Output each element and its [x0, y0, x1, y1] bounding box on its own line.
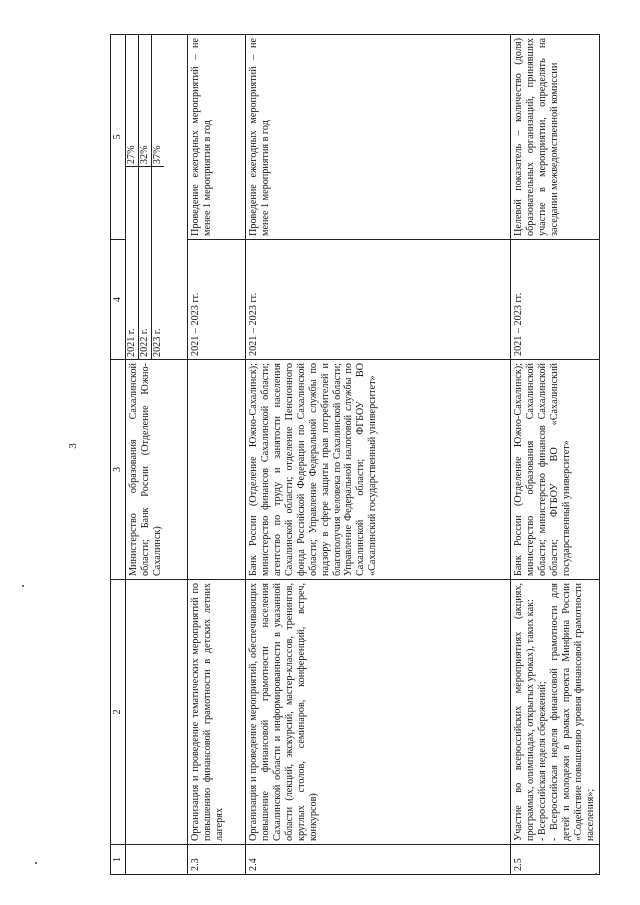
header-col-1: 1 [111, 845, 126, 875]
row-description: Организация и проведение тематических мероприятий по повышению финансовой грамотности в детских летних лагерях [187, 580, 245, 845]
value-cell: 32% [138, 35, 151, 167]
row-number: 2.3 [187, 845, 245, 875]
year-cell: 2023 г. [151, 167, 164, 359]
value-cell: 27% [126, 35, 139, 167]
table-row [125, 35, 187, 875]
row-number: 2.4 [245, 845, 510, 875]
row-number [125, 845, 187, 875]
scan-speck [595, 873, 597, 875]
scan-speck [35, 862, 37, 864]
year-values-table [126, 35, 164, 359]
value-cell: 37% [151, 145, 163, 165]
row-description [510, 580, 599, 845]
measures-table [110, 34, 600, 875]
row-period: 2021 – 2023 гг. [510, 240, 599, 360]
table-row [187, 35, 245, 875]
table-row [510, 35, 599, 875]
header-col-5: 5 [111, 35, 126, 240]
row-executors: Министерство образования Сахалинской области; Банк России (Отделение Южно-Сахалинск) [125, 360, 187, 580]
row-description [125, 580, 187, 845]
row-period: 2021 – 2023 гг. [245, 240, 510, 360]
row-description: Организация и проведение мероприятий, обеспечивающих повышение финансовой грамотности населения Сахалинской области и информированности в указанной области (лекций, экскурсий, мастер-классов, тренингов, круглых столов, семинаров, конференций, встреч, конкурсов) [245, 580, 510, 845]
header-col-2: 2 [111, 580, 126, 845]
scan-speck [22, 585, 24, 587]
row-executors: Банк России (Отделение Южно-Сахалинск); министерство образования Сахалинской области; министерство финансов Сахалинской области; ФГБОУ ВО «Сахалинский государственный университет» [510, 360, 599, 580]
table-row [245, 35, 510, 875]
row-number: 2.5 [510, 845, 599, 875]
header-col-4: 4 [111, 240, 126, 360]
row-indicator: Целевой показатель – количество (доля) образовательных организаций, принявших участие в мероприятии, определять на заседании межведомственной комиссии [510, 35, 599, 240]
row-indicator: Проведение ежегодных мероприятий – не менее 1 мероприятия в год [245, 35, 510, 240]
row-description-item: - Всероссийская неделя финансовой грамотности для детей и молодежи в рамках проекта Минфина России «Содействие повышению уровня финансовой грамотности населения»; [548, 583, 596, 841]
row-description-intro: Участие во всероссийских мероприятиях (акциях, программах, олимпиадах, открытых уроках), таких как: [512, 583, 536, 841]
row-description-item: - Всероссийская неделя сбережений; [536, 681, 548, 841]
header-row [111, 35, 126, 875]
row-executors: Банк России (Отделение Южно-Сахалинск); министерство финансов Сахалинской области; агентство по труду и занятости населения Сахалинской области; отделение Пенсионного фонда Российской Федерации по Сахалинской области; Управление Федеральной службы по надзору в сфере защиты прав потребителей и благополучия человека по Сахалинской области; Управление Федеральной налоговой службы по Сахалинской области; ФГБОУ ВО «Сахалинский государственный университет» [245, 360, 510, 580]
row-indicator: Проведение ежегодных мероприятий – не менее 1 мероприятия в год [187, 35, 245, 240]
row-executors [187, 360, 245, 580]
document-table-container [110, 35, 600, 875]
year-cell: 2022 г. [138, 167, 151, 359]
page-number: 3 [66, 443, 79, 449]
row-period: 2021 – 2023 гг. [187, 240, 245, 360]
year-cell: 2021 г. [126, 167, 139, 359]
header-col-3: 3 [111, 360, 126, 580]
row-years [125, 35, 187, 360]
